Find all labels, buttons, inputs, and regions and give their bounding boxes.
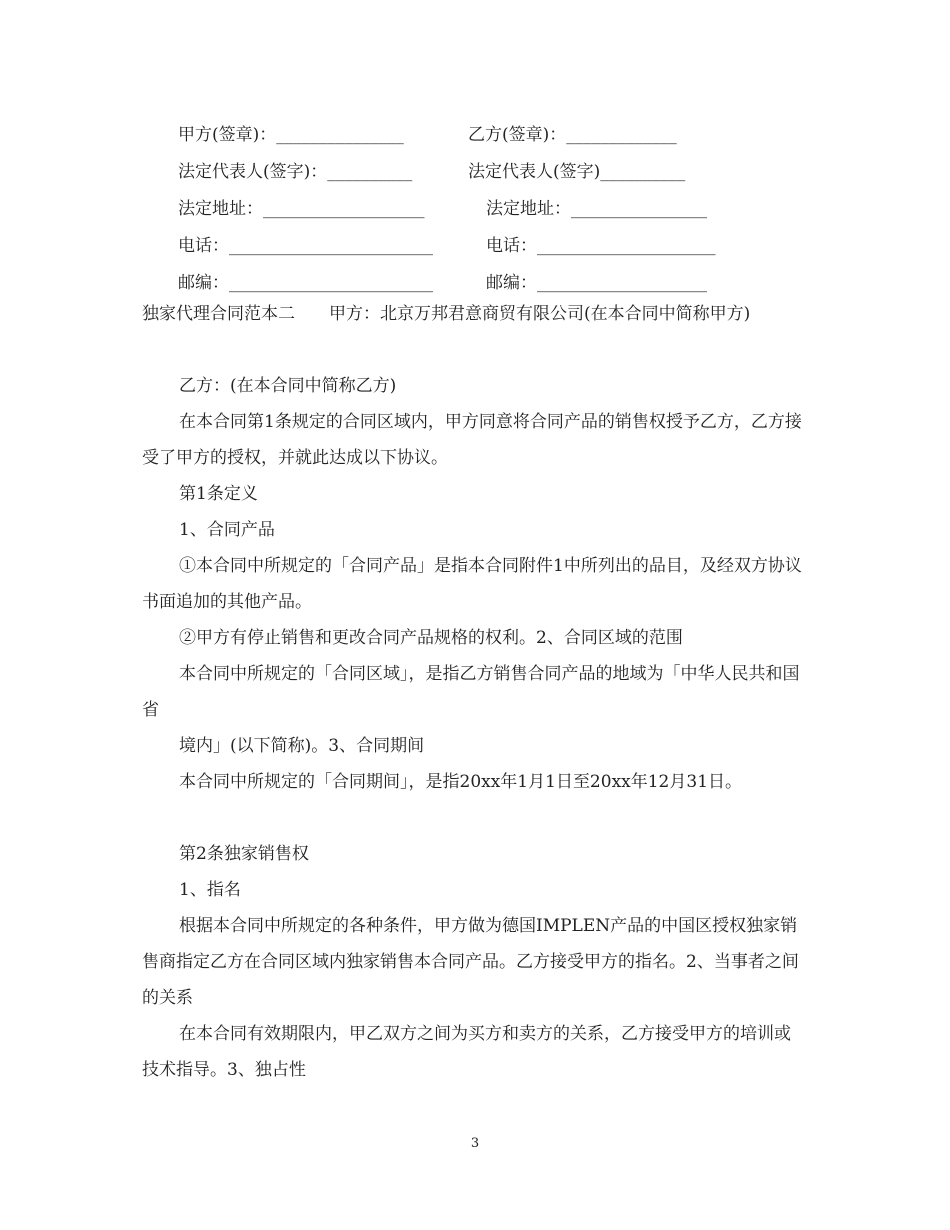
clause-area-continued: 境内」(以下简称)。3、合同期间 bbox=[179, 736, 425, 756]
party-a-seal-field: 甲方(签章)：_______________ bbox=[178, 125, 404, 145]
clause-products-definition: ①本合同中所规定的「合同产品」是指本合同附件1中所列出的品目，及经双方协议书面追加的其他产品。 bbox=[142, 556, 802, 612]
section-contract-products: 1、合同产品 bbox=[179, 520, 275, 540]
clause-contract-area: 本合同中所规定的「合同区域」，是指乙方销售合同产品的地域为「中华人民共和国省 bbox=[142, 664, 800, 720]
party-b-address-field: 法定地址：________________ bbox=[486, 199, 707, 219]
party-b-representative-field: 法定代表人(签字)__________ bbox=[468, 162, 686, 182]
party-b-postcode-field: 邮编：____________________ bbox=[486, 273, 707, 293]
party-b-paragraph: 乙方：(在本合同中简称乙方) bbox=[179, 376, 397, 396]
clause-party-relationship: 在本合同有效期限内，甲乙双方之间为买方和卖方的关系，乙方接受甲方的培训或技术指导。3、独占性 bbox=[142, 1024, 791, 1080]
party-a-representative-field: 法定代表人(签字)：__________ bbox=[178, 162, 413, 182]
party-b-phone-field: 电话：_____________________ bbox=[486, 236, 716, 256]
party-a-phone-field: 电话：________________________ bbox=[178, 236, 433, 256]
clause-contract-period: 本合同中所规定的「合同期间」，是指20xx年1月1日至20xx年12月31日。 bbox=[179, 772, 743, 792]
contract-title-paragraph: 独家代理合同范本二 甲方：北京万邦君意商贸有限公司(在本合同中简称甲方) bbox=[142, 304, 751, 324]
article-1-heading: 第1条定义 bbox=[179, 484, 258, 504]
party-b-seal-field: 乙方(签章)：_____________ bbox=[468, 125, 677, 145]
preamble-paragraph: 在本合同第1条规定的合同区域内，甲方同意将合同产品的销售权授予乙方，乙方接受了甲方的授权，并就此达成以下协议。 bbox=[142, 412, 802, 468]
party-a-postcode-field: 邮编：________________________ bbox=[178, 273, 433, 293]
party-a-address-field: 法定地址：___________________ bbox=[178, 199, 425, 219]
clause-product-rights: ②甲方有停止销售和更改合同产品规格的权利。2、合同区域的范围 bbox=[179, 628, 683, 648]
clause-designation: 根据本合同中所规定的各种条件，甲方做为德国IMPLEN产品的中国区授权独家销售商指定乙方在合同区域内独家销售本合同产品。乙方接受甲方的指名。2、当事者之间的关系 bbox=[142, 916, 799, 1008]
section-designation: 1、指名 bbox=[179, 880, 241, 900]
article-2-heading: 第2条独家销售权 bbox=[179, 844, 309, 864]
page-number: 3 bbox=[470, 1136, 480, 1151]
